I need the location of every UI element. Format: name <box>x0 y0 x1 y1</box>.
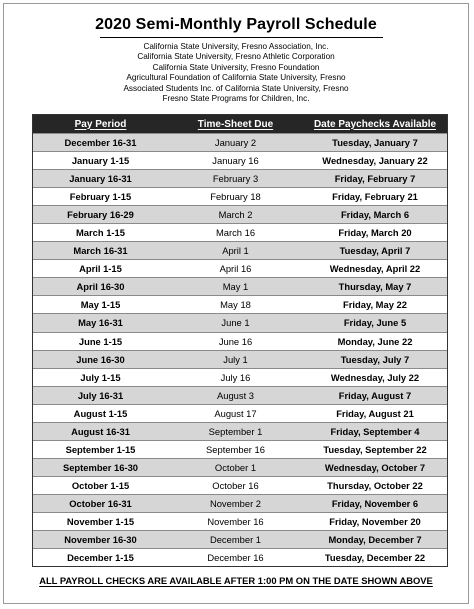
table-row <box>33 295 447 313</box>
pay-period-cell: September 1-15 <box>65 443 136 455</box>
header-paychecks-available: Date Paychecks Available <box>313 118 437 130</box>
paycheck-date-cell: Thursday, October 22 <box>327 479 423 491</box>
paycheck-date-cell: Tuesday, July 7 <box>340 353 410 365</box>
pay-period-cell: March 1-15 <box>76 227 125 239</box>
table-row <box>33 223 447 241</box>
table-row <box>33 350 447 368</box>
organization-name: California State University, Fresno Association, Inc. <box>143 42 329 51</box>
time-sheet-due-cell: June 16 <box>218 335 253 347</box>
table-body <box>33 133 447 566</box>
payroll-schedule-table <box>32 114 448 567</box>
paycheck-date-cell: Friday, February 21 <box>332 191 418 203</box>
paycheck-date-cell: Tuesday, April 7 <box>339 245 411 257</box>
paycheck-date-cell: Tuesday, January 7 <box>332 137 418 149</box>
pay-period-cell: August 16-31 <box>71 425 130 437</box>
time-sheet-due-cell: April 16 <box>219 263 252 275</box>
time-sheet-due-cell: January 2 <box>214 137 257 149</box>
time-sheet-due-cell: February 18 <box>210 191 261 203</box>
pay-period-cell: May 16-31 <box>78 317 123 329</box>
table-row <box>33 512 447 530</box>
table-row <box>33 241 447 259</box>
time-sheet-due-cell: May 1 <box>222 281 249 293</box>
table-row <box>33 440 447 458</box>
organization-name: Agricultural Foundation of California State University, Fresno <box>126 73 346 83</box>
pay-period-cell: October 1-15 <box>71 479 130 491</box>
table-row <box>33 386 447 404</box>
table-row <box>33 494 447 512</box>
pay-period-cell: September 16-30 <box>62 461 139 473</box>
paycheck-date-cell: Monday, December 7 <box>328 534 422 546</box>
pay-period-cell: October 16-31 <box>69 497 132 509</box>
pay-period-cell: August 1-15 <box>73 407 128 419</box>
time-sheet-due-cell: November 2 <box>209 497 262 509</box>
paycheck-date-cell: Friday, February 7 <box>334 173 416 185</box>
organization-name: California State University, Fresno Athletic Corporation <box>137 52 335 62</box>
paycheck-date-cell: Friday, August 7 <box>338 389 412 401</box>
organization-name: Associated Students Inc. of California State University, Fresno <box>123 83 349 93</box>
paycheck-date-cell: Friday, May 22 <box>343 299 407 311</box>
table-row <box>33 332 447 350</box>
time-sheet-due-cell: November 16 <box>207 516 264 527</box>
pay-period-cell: January 1-15 <box>71 155 130 167</box>
paycheck-date-cell: Tuesday, September 22 <box>323 443 427 455</box>
time-sheet-due-cell: October 16 <box>212 479 259 491</box>
paycheck-date-cell: Friday, March 6 <box>340 209 410 221</box>
paycheck-date-cell: Friday, September 4 <box>330 425 420 437</box>
title-rule <box>100 37 383 38</box>
pay-period-cell: December 1-15 <box>67 552 134 564</box>
table-row <box>33 548 447 566</box>
time-sheet-due-cell: September 16 <box>206 443 265 455</box>
pay-period-cell: June 1-15 <box>78 335 123 347</box>
time-sheet-due-cell: October 1 <box>214 461 257 473</box>
pay-period-cell: June 16-30 <box>76 353 125 365</box>
pay-period-cell: February 1-15 <box>69 191 132 203</box>
time-sheet-due-cell: December 1 <box>209 534 262 546</box>
paycheck-date-cell: Thursday, May 7 <box>338 281 412 293</box>
footer-note: ALL PAYROLL CHECKS ARE AVAILABLE AFTER 1:00 PM ON THE DATE SHOWN ABOVE <box>39 575 433 586</box>
pay-period-cell: March 16-31 <box>73 245 128 257</box>
paycheck-date-cell: Friday, March 20 <box>338 227 412 239</box>
table-row <box>33 530 447 548</box>
time-sheet-due-cell: March 2 <box>218 209 253 221</box>
time-sheet-due-cell: July 16 <box>220 371 251 383</box>
pay-period-cell: July 16-31 <box>77 389 124 401</box>
time-sheet-due-cell: February 3 <box>212 173 259 185</box>
paycheck-date-cell: Friday, November 6 <box>331 497 419 509</box>
header-pay-period: Pay Period <box>74 118 127 130</box>
header-time-sheet-due: Time-Sheet Due <box>197 118 274 130</box>
time-sheet-due-cell: June 1 <box>221 317 250 329</box>
table-row <box>33 476 447 494</box>
table-row <box>33 205 447 223</box>
pay-period-cell: July 1-15 <box>80 371 121 383</box>
organization-name: California State University, Fresno Foundation <box>152 62 320 72</box>
pay-period-cell: May 1-15 <box>80 299 121 311</box>
time-sheet-due-cell: September 1 <box>208 425 263 437</box>
table-row <box>33 422 447 440</box>
time-sheet-due-cell: March 16 <box>215 227 256 239</box>
paycheck-date-cell: Friday, June 5 <box>343 317 407 329</box>
document-page <box>3 3 469 604</box>
paycheck-date-cell: Friday, August 21 <box>336 407 414 419</box>
paycheck-date-cell: Wednesday, January 22 <box>322 155 428 167</box>
organization-name: Fresno State Programs for Children, Inc. <box>162 94 310 104</box>
paycheck-date-cell: Tuesday, December 22 <box>324 552 426 564</box>
table-row <box>33 151 447 169</box>
time-sheet-due-cell: August 17 <box>214 407 257 419</box>
paycheck-date-cell: Friday, November 20 <box>329 516 421 527</box>
pay-period-cell: February 16-29 <box>67 209 134 221</box>
table-row <box>33 133 447 151</box>
time-sheet-due-cell: April 1 <box>222 245 249 257</box>
pay-period-cell: November 16-30 <box>64 534 137 546</box>
table-row <box>33 458 447 476</box>
paycheck-date-cell: Wednesday, April 22 <box>329 263 421 275</box>
table-header-row <box>33 115 447 133</box>
time-sheet-due-cell: December 16 <box>207 552 264 564</box>
time-sheet-due-cell: August 3 <box>216 389 254 401</box>
pay-period-cell: January 16-31 <box>69 173 132 185</box>
pay-period-cell: April 16-30 <box>76 281 125 293</box>
table-row <box>33 368 447 386</box>
pay-period-cell: December 16-31 <box>64 137 137 149</box>
pay-period-cell: November 1-15 <box>66 516 135 527</box>
organization-list <box>4 42 468 104</box>
paycheck-date-cell: Wednesday, July 22 <box>330 371 420 383</box>
paycheck-date-cell: Monday, June 22 <box>337 335 413 347</box>
pay-period-cell: April 1-15 <box>79 263 122 275</box>
page-title: 2020 Semi-Monthly Payroll Schedule <box>95 16 377 33</box>
table-row <box>33 404 447 422</box>
paycheck-date-cell: Wednesday, October 7 <box>324 461 426 473</box>
table-row <box>33 313 447 331</box>
table-row <box>33 169 447 187</box>
table-row <box>33 187 447 205</box>
table-row <box>33 259 447 277</box>
time-sheet-due-cell: May 18 <box>220 299 251 311</box>
time-sheet-due-cell: July 1 <box>223 353 248 365</box>
time-sheet-due-cell: January 16 <box>212 155 259 167</box>
table-row <box>33 277 447 295</box>
